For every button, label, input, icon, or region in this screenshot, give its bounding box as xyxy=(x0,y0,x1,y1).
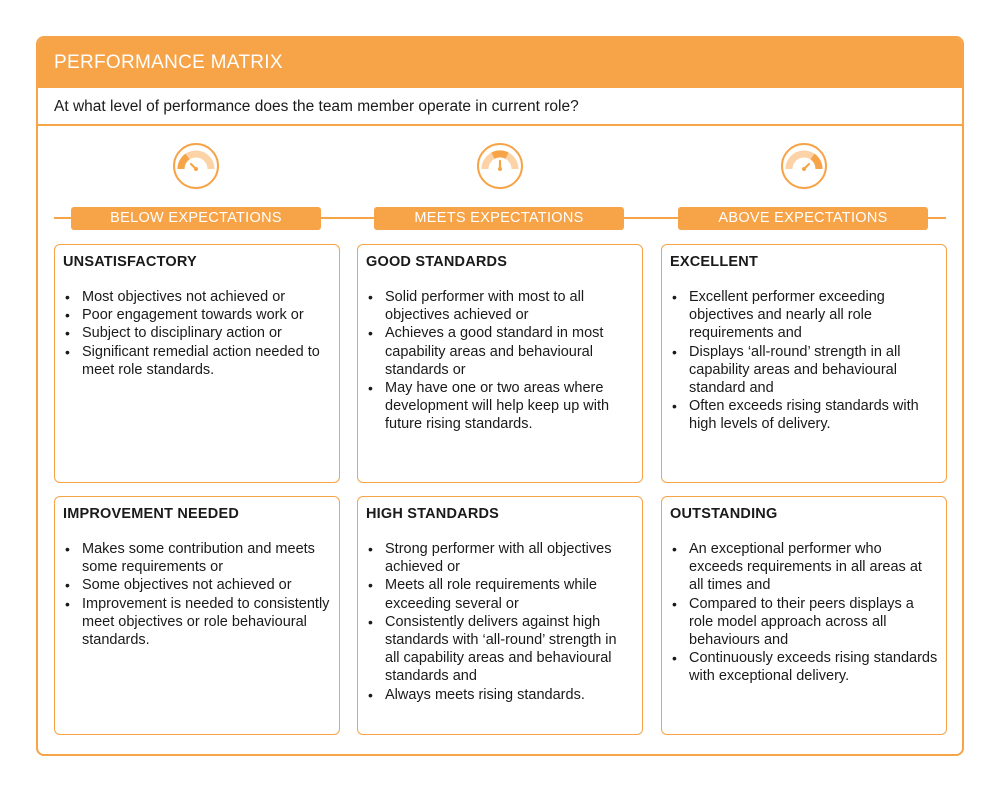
card-title: OUTSTANDING xyxy=(670,506,778,522)
card-list xyxy=(366,540,634,704)
card-title: EXCELLENT xyxy=(670,254,758,270)
card-title: UNSATISFACTORY xyxy=(63,254,197,270)
list-item: • Some objectives not achieved or xyxy=(63,576,331,594)
card-outstanding xyxy=(661,496,947,735)
list-item: • Most objectives not achieved or xyxy=(63,288,331,306)
list-item: • Improvement is needed to consistently meet objectives or role behavioural standards. xyxy=(63,595,331,650)
card-list xyxy=(670,540,938,686)
list-item: • Strong performer with all objectives achieved or xyxy=(366,540,634,576)
card-unsatisfactory xyxy=(54,244,340,483)
list-item: • Always meets rising standards. xyxy=(366,686,634,704)
gauge-high-icon xyxy=(780,142,828,190)
list-item: • Makes some contribution and meets some requirements or xyxy=(63,540,331,576)
card-list xyxy=(366,288,634,434)
card-list xyxy=(63,540,331,649)
list-item: • Subject to disciplinary action or xyxy=(63,324,331,342)
card-improvement-needed xyxy=(54,496,340,735)
list-item: • Excellent performer exceeding objectives and nearly all role requirements and xyxy=(670,288,938,343)
column-label-meets: MEETS EXPECTATIONS xyxy=(374,207,624,230)
list-item: • Often exceeds rising standards with high levels of delivery. xyxy=(670,397,938,433)
list-item: • Achieves a good standard in most capability areas and behavioural standards or xyxy=(366,324,634,379)
card-good-standards xyxy=(357,244,643,483)
list-item: • Poor engagement towards work or xyxy=(63,306,331,324)
card-list xyxy=(670,288,938,434)
gauge-low-icon xyxy=(172,142,220,190)
list-item: • Continuously exceeds rising standards with exceptional delivery. xyxy=(670,649,938,685)
list-item: • An exceptional performer who exceeds requirements in all areas at all times and xyxy=(670,540,938,595)
list-item: • May have one or two areas where development will help keep up with future rising standards. xyxy=(366,379,634,434)
list-item: • Meets all role requirements while exceeding several or xyxy=(366,576,634,612)
column-label-above: ABOVE EXPECTATIONS xyxy=(678,207,928,230)
question-text: At what level of performance does the team member operate in current role? xyxy=(38,88,962,126)
list-item: • Solid performer with most to all objectives achieved or xyxy=(366,288,634,324)
list-item: • Displays ‘all-round’ strength in all capability areas and behavioural standard and xyxy=(670,343,938,398)
card-title: GOOD STANDARDS xyxy=(366,254,508,270)
panel-title: PERFORMANCE MATRIX xyxy=(38,38,962,88)
card-title: IMPROVEMENT NEEDED xyxy=(63,506,240,522)
card-title: HIGH STANDARDS xyxy=(366,506,500,522)
card-list xyxy=(63,288,331,379)
list-item: • Consistently delivers against high standards with ‘all-round’ strength in all capability areas and behavioural standards and xyxy=(366,613,634,686)
list-item: • Compared to their peers displays a role model approach across all behaviours and xyxy=(670,595,938,650)
card-high-standards xyxy=(357,496,643,735)
list-item: • Significant remedial action needed to meet role standards. xyxy=(63,343,331,379)
gauge-mid-icon xyxy=(476,142,524,190)
column-label-below: BELOW EXPECTATIONS xyxy=(71,207,321,230)
card-excellent xyxy=(661,244,947,483)
